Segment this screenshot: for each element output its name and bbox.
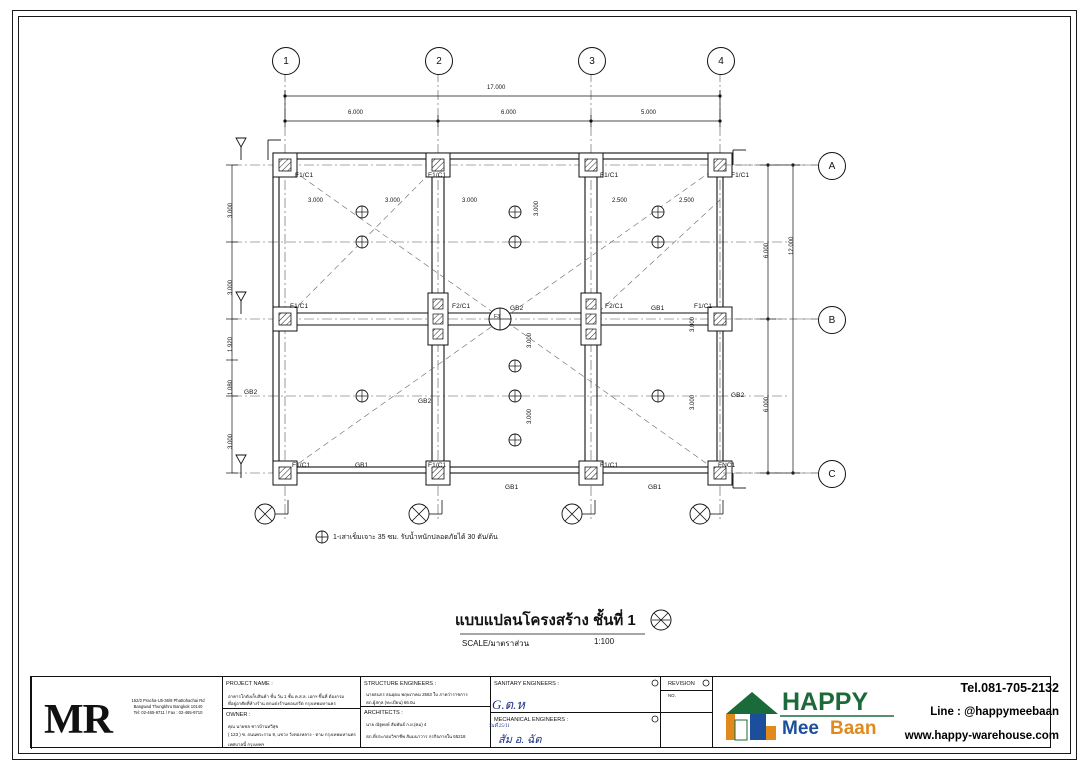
- tb-field-revision-label: REVISION: [668, 681, 695, 687]
- dim-vert-4: 3.000: [690, 394, 696, 410]
- dim-left-4: 1.080: [228, 379, 234, 395]
- tb-field-project-text-2: ที่อยู่อาศัยที่ห้างร้าน ตกแต่งร้านคอนกรีต กรุงเทพมหานคร: [228, 701, 336, 706]
- footing-tag-a2: F1/C1: [428, 172, 447, 179]
- svg-text:HAPPY: HAPPY: [782, 688, 869, 716]
- signature-architect: สัม อ. ฉัต: [498, 734, 542, 746]
- pile-tag-f3: F3: [494, 314, 501, 320]
- svg-text:Baan: Baan: [830, 718, 877, 739]
- signature-stamp-date: วันที่ 25/11: [488, 724, 510, 729]
- dim-left-5: 3.000: [228, 433, 234, 449]
- footing-tag-b1: F1/C1: [290, 303, 309, 310]
- beam-tag-gb2-top: GB2: [510, 305, 524, 312]
- logo-graphic: [718, 680, 898, 742]
- grid-bubble-a[interactable]: A: [818, 152, 846, 180]
- tb-field-architect-text-2: สภ.ที่ประกอบวิชาชีพ สัมมนาวาร กรกิจภายใน 65218: [366, 734, 466, 739]
- address-line-3: Tel: 02-465-9711 / Fax : 02-465-9710: [133, 710, 203, 716]
- grid-bubble-b[interactable]: B: [818, 306, 846, 334]
- beam-tag-gb1-b: GB1: [651, 305, 665, 312]
- signature-structure: G.ต.ห: [492, 697, 525, 712]
- grid-bubble-2[interactable]: 2: [425, 47, 453, 75]
- contact-line: Line : @happymeebaan: [930, 706, 1059, 718]
- dim-inner-5: 2.500: [612, 198, 628, 204]
- footing-tag-b4: F1/C1: [694, 303, 713, 310]
- dim-inner-1: 3.000: [308, 198, 324, 204]
- footing-tag-c4: FNC1: [718, 462, 736, 469]
- tb-field-project-text: อาคารโกดังเก็บสินค้า ชั้น ว้น 1 ชั้น ค.ส.ล. เอกฯ ขึ้นที่ ต้องกรม: [228, 694, 345, 699]
- dim-bay-top-3: 5.000: [641, 110, 657, 116]
- tb-field-sanitary-label: SANITARY ENGINEERS :: [494, 681, 559, 687]
- dim-bay-top-2: 6.000: [501, 110, 517, 116]
- tb-field-architect-label: ARCHITECTS :: [364, 710, 403, 716]
- dim-inner-6: 2.500: [679, 198, 695, 204]
- footing-tag-c1: F1/C1: [292, 462, 311, 469]
- tb-field-owner-text-1: คุณ นายชล ชาวบ้านทวีสุข: [228, 724, 279, 729]
- tb-field-architect-text-1: นาย ณัฐพงษ์ สัมพันธ์ ก.ย.(คม) 4: [366, 722, 427, 727]
- tb-field-owner-label: OWNER :: [226, 712, 251, 718]
- tb-field-mechanical-label: MECHANICAL ENGINEERS :: [494, 717, 569, 723]
- svg-text:Mee: Mee: [782, 718, 819, 739]
- beam-tag-gb1-c2: GB1: [505, 484, 519, 491]
- tb-field-revision-no: NO.: [668, 693, 676, 698]
- tb-field-structure-text-2: สภ.ผู้สกุล (ทะเบียน) 66.0แ: [366, 700, 416, 705]
- grid-bubble-c[interactable]: C: [818, 460, 846, 488]
- dim-bay-top-1: 6.000: [348, 110, 364, 116]
- dim-overall-right: 12.000: [789, 236, 795, 255]
- beam-tag-gb2-left: GB2: [244, 389, 258, 396]
- tb-field-structure-label: STRUCTURE ENGINEERS :: [364, 681, 437, 687]
- tb-field-structure-text-1: นายธนกร ธนอุดม พฤษภาคม 2563 ใบ ภาคว่าราชการ: [366, 692, 468, 697]
- dim-left-3: 1.920: [228, 336, 234, 352]
- dim-bay-right-1: 6.000: [764, 242, 770, 258]
- footing-tag-c3: F1/C1: [600, 462, 619, 469]
- address-line-2: Bangwad Thungkhru Bangkok 10140: [133, 704, 203, 710]
- tb-field-owner-text-2: ( 123 ) ซ. ถนนพระราม 9, แขวง วังทองหลาง - ตาม กรุงเทพมหานคร: [228, 732, 356, 737]
- beam-tag-gb1-c1: GB1: [355, 462, 369, 469]
- scale-value: 1:100: [594, 637, 615, 646]
- grid-bubble-3[interactable]: 3: [578, 47, 606, 75]
- scale-label: SCALE/มาตราส่วน: [462, 639, 530, 648]
- address-line-1: 152/2 Pracha-Uti-36/8 Phattohachai Rd: [131, 698, 205, 703]
- company-logo-mr: MR: [44, 697, 112, 743]
- dim-overall-top: 17.000: [487, 85, 506, 91]
- dim-inner-3: 3.000: [462, 198, 478, 204]
- dim-left-1: 3.000: [228, 202, 234, 218]
- footing-tag-a4: F1/C1: [731, 172, 750, 179]
- footing-tag-a1: F1/C1: [295, 172, 314, 179]
- dim-left-2: 3.000: [228, 279, 234, 295]
- dim-vert-1: 3.000: [527, 332, 533, 348]
- dim-inner-2: 3.000: [385, 198, 401, 204]
- footing-tag-b3: F2/C1: [605, 303, 624, 310]
- beam-tag-gb1-c3: GB1: [648, 484, 662, 491]
- dim-vert-2: 3.000: [527, 408, 533, 424]
- footing-tag-a3: F1/C1: [600, 172, 619, 179]
- footing-tag-b2: F2/C1: [452, 303, 471, 310]
- contact-tel: Tel.081-705-2132: [960, 681, 1059, 695]
- tb-field-owner-text-3: เทศบาลนี้ กรุงเทพฯ: [228, 742, 265, 747]
- page-title: แบบแปลนโครงสร้าง ชั้นที่ 1: [455, 612, 636, 629]
- beam-tag-gb2-right: GB2: [731, 392, 745, 399]
- pile-note: 1-เสาเข็มเจาะ 35 ซม. รับน้ำหนักปลอดภัยได้ 30 ตัน/ต้น: [333, 534, 498, 541]
- dim-inner-4: 3.000: [534, 200, 540, 216]
- grid-bubble-1[interactable]: 1: [272, 47, 300, 75]
- tb-field-project-label: PROJECT NAME :: [226, 681, 273, 687]
- grid-bubble-4[interactable]: 4: [707, 47, 735, 75]
- footing-tag-c2: F1/C1: [428, 462, 447, 469]
- contact-website: www.happy-warehouse.com: [904, 730, 1059, 742]
- beam-tag-gb2-mid: GB2: [418, 398, 432, 405]
- dim-vert-3: 3.000: [690, 316, 696, 332]
- dim-bay-right-2: 6.000: [764, 396, 770, 412]
